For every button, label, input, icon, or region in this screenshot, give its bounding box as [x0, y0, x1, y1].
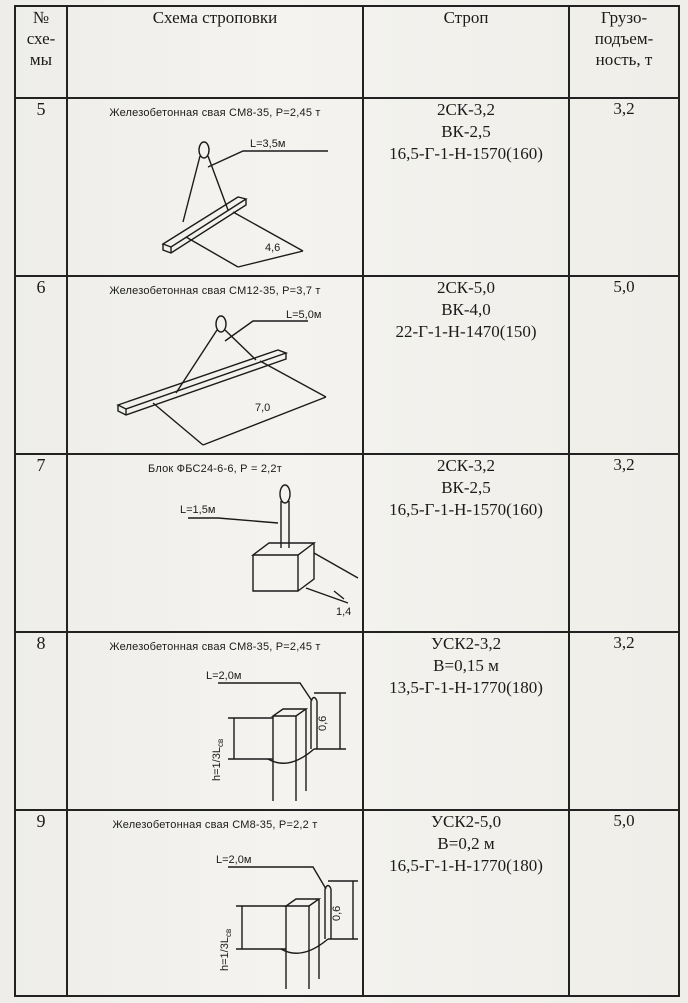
load-caption: Железобетонная свая СМ8-35, Р=2,45 т	[109, 641, 321, 653]
sling-cell	[363, 810, 569, 996]
scheme-number: 5	[15, 98, 67, 276]
pile-two-leg-sling-diagram	[68, 127, 360, 272]
pile-length-dim: 4,6	[265, 242, 281, 254]
sling-type: УСК2-3,2	[430, 634, 502, 653]
header-capacity-line1: Грузо-	[600, 8, 648, 27]
slinging-table	[14, 5, 680, 997]
sling-cell	[363, 98, 569, 276]
sling-type: 2СК-3,2	[436, 456, 496, 475]
table-row	[15, 454, 679, 632]
sling-cell	[363, 454, 569, 632]
rope-spec: 16,5-Г-1-Н-1570(160)	[389, 144, 543, 163]
sling-branch: ВК-2,5	[441, 122, 491, 141]
block-dim: 1,4	[336, 606, 352, 618]
header-number-line3: мы	[29, 50, 53, 69]
grip-height-subscript: св	[216, 738, 225, 748]
grip-height-text: h=1/3L	[211, 747, 223, 781]
scheme-cell	[67, 632, 363, 810]
header-capacity	[569, 6, 679, 98]
capacity-cell: 3,2	[569, 632, 679, 810]
header-row	[15, 6, 679, 98]
load-caption: Блок ФБС24-6-6, Р = 2,2т	[148, 463, 282, 475]
scheme-number: 8	[15, 632, 67, 810]
header-scheme: Схема строповки	[67, 6, 363, 98]
rope-spec: 16,5-Г-1-Н-1770(180)	[389, 856, 543, 875]
loop-height-dim: 0,6	[331, 905, 343, 921]
scheme-cell	[67, 810, 363, 996]
table-row	[15, 632, 679, 810]
grip-height-label	[211, 739, 225, 781]
sling-branch: ВК-4,0	[441, 300, 491, 319]
sling-branch: В=0,2 м	[437, 834, 495, 853]
pile-length-dim: 7,0	[255, 402, 271, 414]
capacity-cell: 5,0	[569, 810, 679, 996]
grip-height-subscript: св	[224, 928, 233, 938]
sling-type: УСК2-5,0	[430, 812, 502, 831]
sling-cell	[363, 632, 569, 810]
sling-type: 2СК-5,0	[436, 278, 496, 297]
sling-length-label: L=2,0м	[216, 854, 252, 866]
table-row	[15, 810, 679, 996]
header-capacity-line3: ность, т	[595, 50, 653, 69]
capacity-cell: 5,0	[569, 276, 679, 454]
block-sling-diagram	[68, 483, 360, 628]
scheme-number: 6	[15, 276, 67, 454]
scheme-cell	[67, 276, 363, 454]
load-caption: Железобетонная свая СМ8-35, Р=2,2 т	[112, 819, 318, 831]
scheme-number: 7	[15, 454, 67, 632]
sling-length-label: L=5,0м	[286, 309, 322, 321]
pile-two-leg-sling-diagram	[68, 305, 360, 453]
rope-spec: 13,5-Г-1-Н-1770(180)	[389, 678, 543, 697]
load-caption: Железобетонная свая СМ12-35, Р=3,7 т	[109, 285, 321, 297]
header-number	[15, 6, 67, 98]
header-sling: Строп	[363, 6, 569, 98]
table-row	[15, 276, 679, 454]
header-number-line2: схе-	[26, 29, 56, 48]
scheme-cell	[67, 454, 363, 632]
rope-spec: 16,5-Г-1-Н-1570(160)	[389, 500, 543, 519]
sling-type: 2СК-3,2	[436, 100, 496, 119]
header-number-line1: №	[32, 8, 50, 27]
header-capacity-line2: подъем-	[594, 29, 654, 48]
rope-spec: 22-Г-1-Н-1470(150)	[395, 322, 537, 341]
sling-length-label: L=3,5м	[250, 138, 286, 150]
sling-length-label: L=2,0м	[206, 670, 242, 682]
capacity-cell: 3,2	[569, 98, 679, 276]
sling-branch: ВК-2,5	[441, 478, 491, 497]
pile-vertical-sling-diagram	[68, 839, 360, 994]
pile-vertical-sling-diagram	[68, 661, 360, 809]
sling-branch: В=0,15 м	[433, 656, 499, 675]
loop-height-dim: 0,6	[317, 715, 329, 731]
sling-cell	[363, 276, 569, 454]
grip-height-label	[219, 929, 233, 971]
capacity-cell: 3,2	[569, 454, 679, 632]
load-caption: Железобетонная свая СМ8-35, Р=2,45 т	[109, 107, 321, 119]
grip-height-text: h=1/3L	[219, 937, 231, 971]
scheme-number: 9	[15, 810, 67, 996]
sling-length-label: L=1,5м	[180, 504, 216, 516]
table-row	[15, 98, 679, 276]
scheme-cell	[67, 98, 363, 276]
